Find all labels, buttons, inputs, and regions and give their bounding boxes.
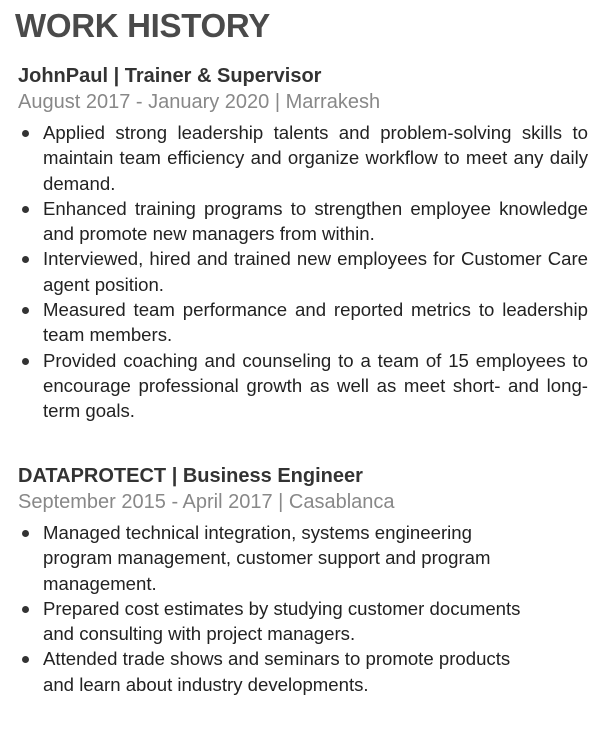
bullet-item xyxy=(18,297,588,348)
bullet-text: Managed technical integration, systems engineering program management, customer support and program management. xyxy=(43,522,491,594)
job-entry xyxy=(18,64,588,424)
bullet-dot-icon xyxy=(22,530,29,537)
bullet-item xyxy=(18,520,588,596)
bullet-dot-icon xyxy=(22,206,29,213)
bullet-text: Interviewed, hired and trained new employees for Customer Care agent position. xyxy=(43,248,588,295)
bullet-text: Applied strong leadership talents and problem-solving skills to maintain team efficiency and organize workflow to meet any daily demand. xyxy=(43,122,588,194)
bullet-dot-icon xyxy=(22,358,29,365)
bullet-item xyxy=(18,646,588,697)
job-heading: DATAPROTECT | Business Engineer xyxy=(18,465,363,487)
bullet-dot-icon xyxy=(22,606,29,613)
job-entry xyxy=(18,464,588,697)
bullet-dot-icon xyxy=(22,130,29,137)
bullet-item xyxy=(18,348,588,424)
bullet-item xyxy=(18,246,588,297)
section-title: WORK HISTORY xyxy=(15,7,270,44)
bullet-text: Attended trade shows and seminars to promote products and learn about industry developments. xyxy=(43,648,511,695)
bullet-item xyxy=(18,196,588,247)
job-bullet-list xyxy=(18,520,588,697)
job-dates-location: August 2017 - January 2020 | Marrakesh xyxy=(18,91,381,113)
bullet-text: Measured team performance and reported metrics to leadership team members. xyxy=(43,299,588,346)
bullet-item xyxy=(18,120,588,196)
bullet-text: Prepared cost estimates by studying customer documents and consulting with project managers. xyxy=(43,597,521,645)
job-dates-location: September 2015 - April 2017 | Casablanca xyxy=(18,491,395,513)
bullet-dot-icon xyxy=(22,256,29,263)
bullet-text: Provided coaching and counseling to a team of 15 employees to encourage professional growth as well as meet short- and long-term goals. xyxy=(43,349,588,422)
bullet-text: Enhanced training programs to strengthen employee knowledge and promote new managers from within. xyxy=(43,197,588,245)
job-bullet-list xyxy=(18,120,588,424)
job-heading: JohnPaul | Trainer & Supervisor xyxy=(18,65,322,87)
bullet-dot-icon xyxy=(22,307,29,314)
bullet-dot-icon xyxy=(22,656,29,663)
bullet-item xyxy=(18,596,588,647)
